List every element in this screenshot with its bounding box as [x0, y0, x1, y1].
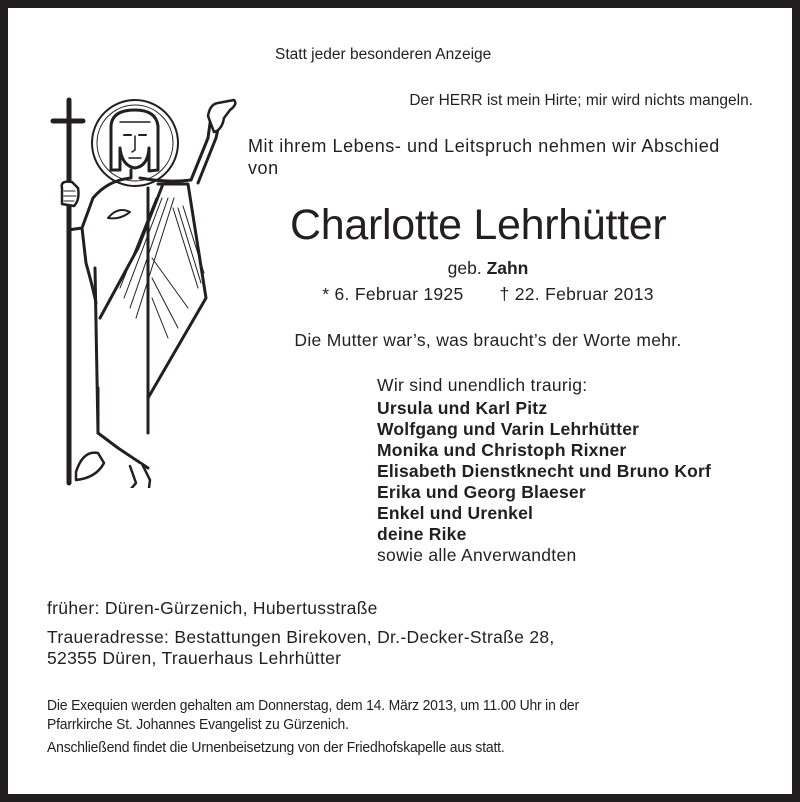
birth-name-value: Zahn: [486, 258, 529, 278]
service-line-1: Die Exequien werden gehalten am Donnerstag, dem 14. März 2013, um 11.00 Uhr in der: [47, 697, 579, 714]
service-details: [47, 696, 579, 757]
mourners-tail: sowie alle Anverwandten: [377, 545, 577, 565]
motto: Die Mutter war’s, was braucht’s der Worte mehr.: [294, 330, 682, 350]
birth-date: * 6. Februar 1925: [322, 284, 464, 304]
mourners-lead: Wir sind unendlich traurig:: [377, 375, 588, 395]
mourners-list: [377, 375, 711, 566]
burial-info: Anschließend findet die Urnenbeisetzung von der Friedhofskapelle aus statt.: [47, 739, 505, 756]
header-notice: Statt jeder besonderen Anzeige: [275, 46, 492, 63]
previous-address: früher: Düren-Gürzenich, Hubertusstraße: [47, 598, 378, 618]
mourning-address: [47, 627, 555, 669]
death-date: † 22. Februar 2013: [499, 284, 654, 304]
birth-name-prefix: geb.: [447, 258, 482, 278]
intro-line-1: Mit ihrem Lebens- und Leitspruch nehmen wir Abschied: [248, 136, 720, 156]
mourner-name: Elisabeth Dienstknecht und Bruno Korf: [377, 461, 712, 481]
intro-text: [248, 135, 720, 179]
birth-name: [240, 258, 736, 279]
psalm-quote: Der HERR ist mein Hirte; mir wird nichts mangeln.: [409, 92, 753, 109]
mourning-address-line-1: Traueradresse: Bestattungen Birekoven, Dr.-Decker-Straße 28,: [47, 627, 555, 647]
intro-line-2: von: [248, 158, 279, 178]
mourner-name: Erika und Georg Blaeser: [377, 482, 586, 502]
mourner-name: Wolfgang und Varin Lehrhütter: [377, 419, 640, 439]
mourner-name: Monika und Christoph Rixner: [377, 440, 627, 460]
mourner-name: deine Rike: [377, 524, 467, 544]
obituary-card: [8, 8, 792, 794]
deceased-name: Charlotte Lehrhütter: [290, 201, 667, 249]
mourning-address-line-2: 52355 Düren, Trauerhaus Lehrhütter: [47, 648, 342, 668]
service-line-2: Pfarrkirche St. Johannes Evangelist zu Gürzenich.: [47, 716, 349, 733]
mourner-name: Enkel und Urenkel: [377, 503, 534, 523]
mourner-name: Ursula und Karl Pitz: [377, 398, 548, 418]
risen-christ-with-cross-icon: [38, 88, 248, 488]
life-dates: [240, 284, 736, 305]
